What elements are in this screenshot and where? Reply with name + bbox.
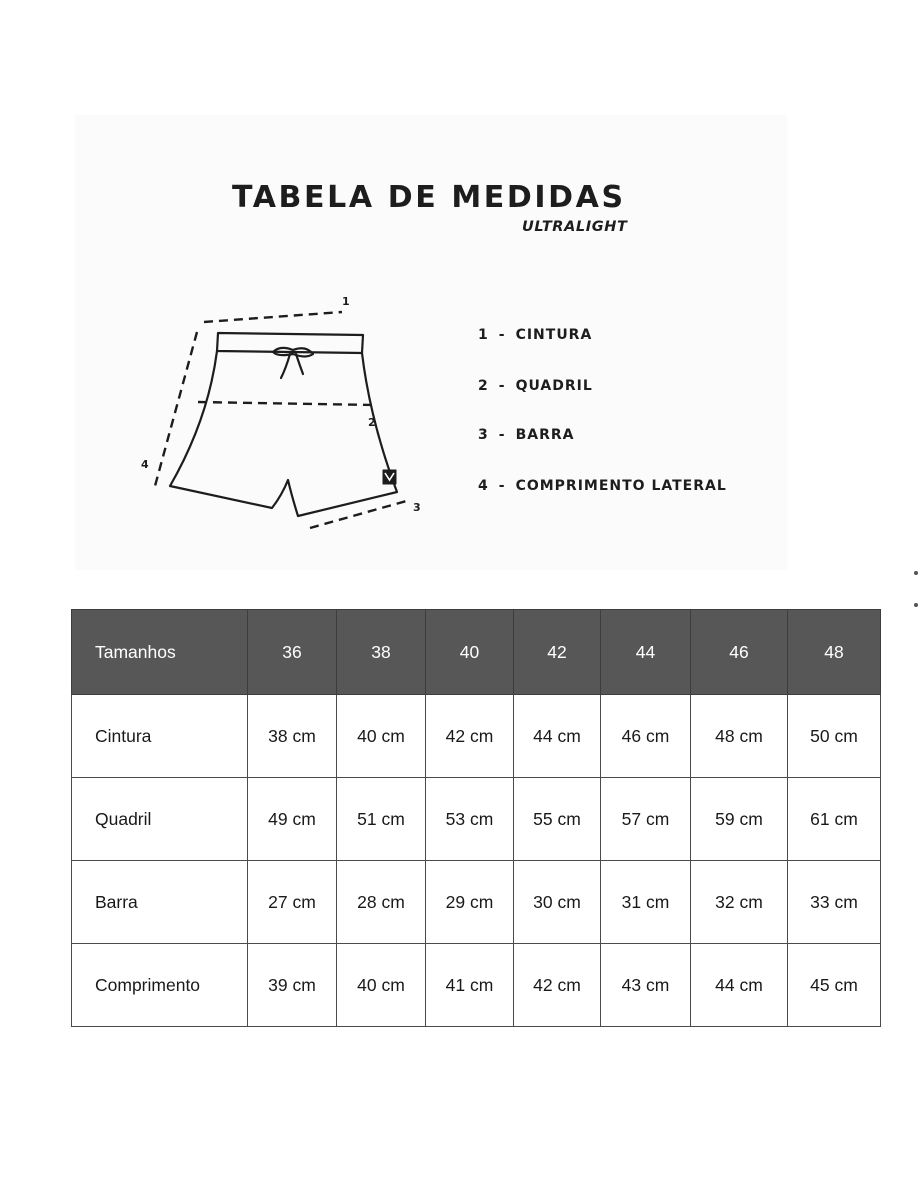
measure-line-hem bbox=[310, 500, 410, 528]
table-cell: 42 cm bbox=[426, 695, 514, 778]
table-cell: 53 cm bbox=[426, 778, 514, 861]
header-cell-size: 36 bbox=[248, 610, 337, 695]
legend-label: BARRA bbox=[515, 427, 575, 443]
diagram-label-2: 2 bbox=[368, 416, 376, 429]
table-cell: 44 cm bbox=[514, 695, 601, 778]
table-cell: 39 cm bbox=[248, 944, 337, 1027]
table-cell: 49 cm bbox=[248, 778, 337, 861]
header-cell-size: 38 bbox=[337, 610, 426, 695]
table-cell: 41 cm bbox=[426, 944, 514, 1027]
table-cell: 43 cm bbox=[601, 944, 691, 1027]
header-cell-size: 44 bbox=[601, 610, 691, 695]
size-table bbox=[71, 609, 881, 1027]
table-cell: 38 cm bbox=[248, 695, 337, 778]
legend-separator: - bbox=[498, 327, 506, 343]
table-cell: 29 cm bbox=[426, 861, 514, 944]
table-cell: 55 cm bbox=[514, 778, 601, 861]
table-cell: 59 cm bbox=[691, 778, 788, 861]
table-cell: 57 cm bbox=[601, 778, 691, 861]
table-cell: 27 cm bbox=[248, 861, 337, 944]
table-row bbox=[72, 944, 881, 1027]
table-cell: 33 cm bbox=[788, 861, 881, 944]
legend-item-waist bbox=[478, 327, 592, 343]
measure-line-hip bbox=[198, 402, 374, 405]
edge-mark bbox=[914, 571, 918, 575]
row-label-waist: Cintura bbox=[72, 695, 248, 778]
row-label-length: Comprimento bbox=[72, 944, 248, 1027]
page-subtitle: ULTRALIGHT bbox=[522, 219, 628, 235]
table-row bbox=[72, 695, 881, 778]
table-cell: 32 cm bbox=[691, 861, 788, 944]
header-cell-size: 46 bbox=[691, 610, 788, 695]
table-cell: 42 cm bbox=[514, 944, 601, 1027]
row-label-hem: Barra bbox=[72, 861, 248, 944]
header-cell-size: 40 bbox=[426, 610, 514, 695]
shorts-diagram bbox=[130, 290, 430, 540]
header-cell-size: 42 bbox=[514, 610, 601, 695]
legend-separator: - bbox=[498, 378, 506, 394]
legend-number: 2 bbox=[478, 378, 489, 394]
legend-label: COMPRIMENTO LATERAL bbox=[515, 478, 727, 494]
legend-item-side-length bbox=[478, 478, 727, 494]
legend-separator: - bbox=[498, 427, 506, 443]
measure-line-side-length bbox=[155, 332, 197, 486]
header-cell-sizes: Tamanhos bbox=[72, 610, 248, 695]
diagram-label-4: 4 bbox=[141, 458, 149, 471]
diagram-label-1: 1 bbox=[342, 295, 350, 308]
measure-line-waist bbox=[204, 312, 342, 322]
legend-item-hip bbox=[478, 378, 593, 394]
legend-separator: - bbox=[498, 478, 506, 494]
legend-item-hem bbox=[478, 427, 574, 443]
edge-mark bbox=[914, 603, 918, 607]
table-cell: 44 cm bbox=[691, 944, 788, 1027]
shorts-outline bbox=[170, 333, 397, 516]
diagram-label-3: 3 bbox=[413, 501, 421, 514]
header-cell-size: 48 bbox=[788, 610, 881, 695]
table-cell: 31 cm bbox=[601, 861, 691, 944]
table-cell: 46 cm bbox=[601, 695, 691, 778]
legend-label: QUADRIL bbox=[515, 378, 593, 394]
legend-number: 4 bbox=[478, 478, 489, 494]
row-label-hip: Quadril bbox=[72, 778, 248, 861]
table-cell: 48 cm bbox=[691, 695, 788, 778]
table-row bbox=[72, 861, 881, 944]
legend-label: CINTURA bbox=[515, 327, 593, 343]
table-cell: 40 cm bbox=[337, 944, 426, 1027]
table-cell: 50 cm bbox=[788, 695, 881, 778]
table-cell: 61 cm bbox=[788, 778, 881, 861]
table-row bbox=[72, 778, 881, 861]
table-cell: 40 cm bbox=[337, 695, 426, 778]
legend-number: 1 bbox=[478, 327, 489, 343]
page-title: TABELA DE MEDIDAS bbox=[232, 180, 626, 215]
legend-number: 3 bbox=[478, 427, 489, 443]
table-cell: 51 cm bbox=[337, 778, 426, 861]
table-cell: 45 cm bbox=[788, 944, 881, 1027]
table-cell: 28 cm bbox=[337, 861, 426, 944]
table-header-row bbox=[72, 610, 881, 695]
table-cell: 30 cm bbox=[514, 861, 601, 944]
